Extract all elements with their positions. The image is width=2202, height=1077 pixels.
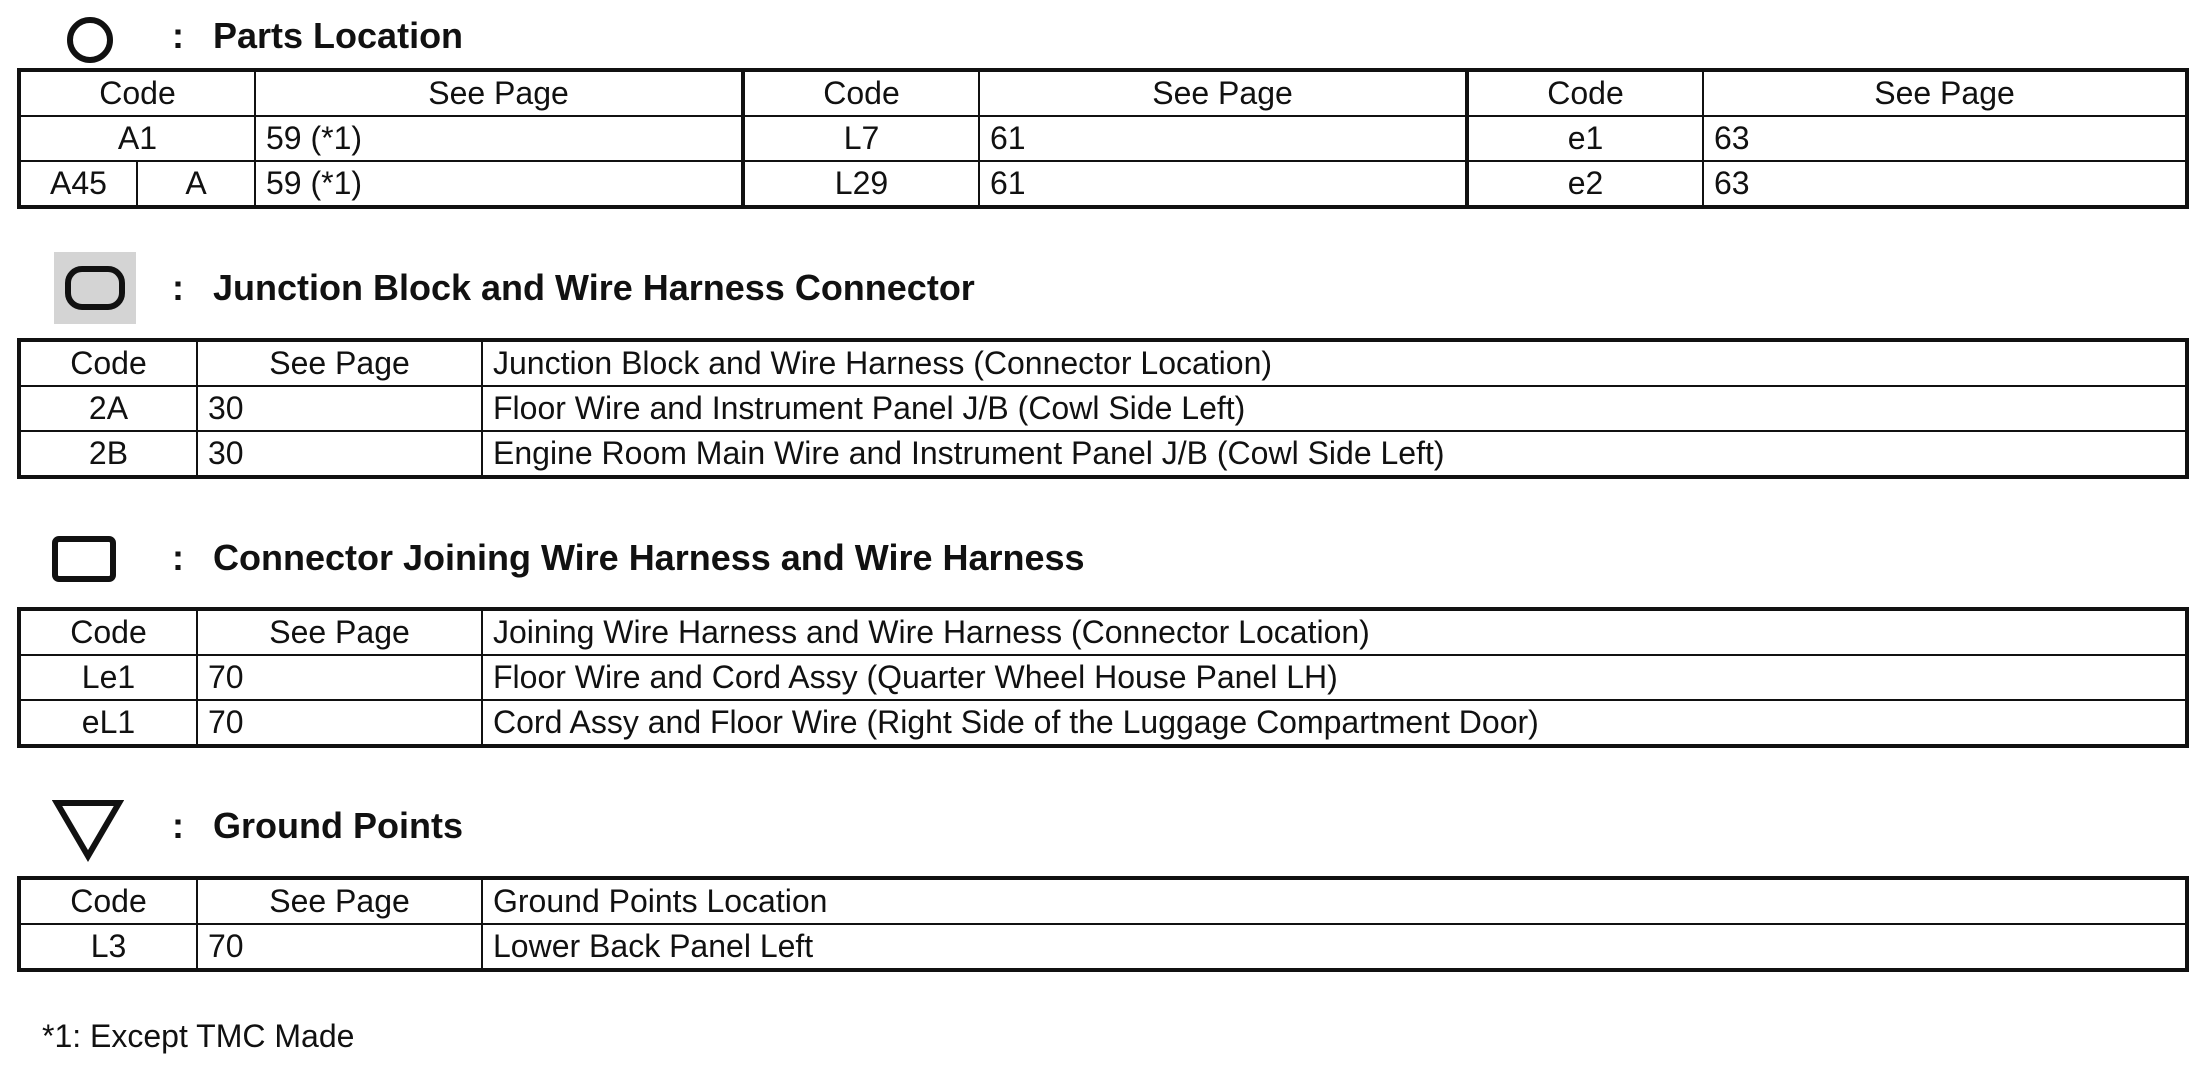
location-cell: Engine Room Main Wire and Instrument Panel J/B (Cowl Side Left) <box>482 431 2187 477</box>
table-header-row <box>19 70 2187 116</box>
location-cell: Floor Wire and Cord Assy (Quarter Wheel House Panel LH) <box>482 655 2187 700</box>
table-header-row <box>19 340 2187 386</box>
colon: : <box>172 537 184 578</box>
code-cell: A45 <box>19 161 137 207</box>
rectangle-icon <box>52 536 116 584</box>
code-cell: L29 <box>743 161 979 207</box>
code-cell: 2B <box>19 431 197 477</box>
header-location: Joining Wire Harness and Wire Harness (Connector Location) <box>482 609 2187 655</box>
header-code: Code <box>743 70 979 116</box>
connector-joining-header <box>0 528 2202 608</box>
page-cell: 61 <box>979 116 1467 161</box>
page-cell: 59 (*1) <box>255 116 743 161</box>
header-see-page: See Page <box>197 609 482 655</box>
header-location: Ground Points Location <box>482 878 2187 924</box>
code-cell: L7 <box>743 116 979 161</box>
page-cell: 61 <box>979 161 1467 207</box>
page-cell: 70 <box>197 655 482 700</box>
section-title-connector-joining: Connector Joining Wire Harness and Wire Harness <box>213 537 1085 578</box>
code-cell: L3 <box>19 924 197 970</box>
page-cell: 70 <box>197 924 482 970</box>
header-see-page: See Page <box>197 340 482 386</box>
ground-points-table <box>17 876 2189 972</box>
section-title-parts-location: Parts Location <box>213 15 464 56</box>
ground-points-header <box>0 796 2202 876</box>
page-cell: 70 <box>197 700 482 746</box>
header-code: Code <box>19 609 197 655</box>
code-cell: A1 <box>19 116 255 161</box>
page-cell: 63 <box>1703 161 2187 207</box>
code-cell: eL1 <box>19 700 197 746</box>
header-code: Code <box>19 70 255 116</box>
connector-joining-table <box>17 607 2189 748</box>
table-header-row <box>19 878 2187 924</box>
code-cell: Le1 <box>19 655 197 700</box>
colon: : <box>172 15 184 56</box>
location-cell: Cord Assy and Floor Wire (Right Side of the Luggage Compartment Door) <box>482 700 2187 746</box>
header-code: Code <box>19 340 197 386</box>
junction-block-header <box>0 252 2202 332</box>
colon: : <box>172 267 184 308</box>
header-see-page: See Page <box>979 70 1467 116</box>
header-code: Code <box>1467 70 1703 116</box>
rounded-rectangle-icon <box>54 252 136 324</box>
table-row <box>19 700 2187 746</box>
section-title-ground-points: Ground Points <box>213 805 463 846</box>
table-row <box>19 431 2187 477</box>
header-code: Code <box>19 878 197 924</box>
table-header-row <box>19 609 2187 655</box>
table-row <box>19 655 2187 700</box>
code-cell: e2 <box>1467 161 1703 207</box>
page-cell: 63 <box>1703 116 2187 161</box>
table-row <box>19 116 2187 161</box>
circle-icon <box>64 14 116 66</box>
page-cell: 30 <box>197 386 482 431</box>
junction-block-table <box>17 338 2189 479</box>
triangle-down-icon <box>52 798 124 862</box>
table-row <box>19 161 2187 207</box>
parts-location-table <box>17 68 2189 209</box>
code-cell: 2A <box>19 386 197 431</box>
section-title-junction-block: Junction Block and Wire Harness Connector <box>213 267 975 308</box>
location-cell: Floor Wire and Instrument Panel J/B (Cowl Side Left) <box>482 386 2187 431</box>
header-see-page: See Page <box>197 878 482 924</box>
header-location: Junction Block and Wire Harness (Connector Location) <box>482 340 2187 386</box>
header-see-page: See Page <box>255 70 743 116</box>
location-cell: Lower Back Panel Left <box>482 924 2187 970</box>
code-subcell: A <box>137 161 255 207</box>
table-row <box>19 924 2187 970</box>
page-cell: 59 (*1) <box>255 161 743 207</box>
table-row <box>19 386 2187 431</box>
colon: : <box>172 805 184 846</box>
header-see-page: See Page <box>1703 70 2187 116</box>
code-cell: e1 <box>1467 116 1703 161</box>
footnote: *1: Except TMC Made <box>42 1018 355 1054</box>
page-cell: 30 <box>197 431 482 477</box>
